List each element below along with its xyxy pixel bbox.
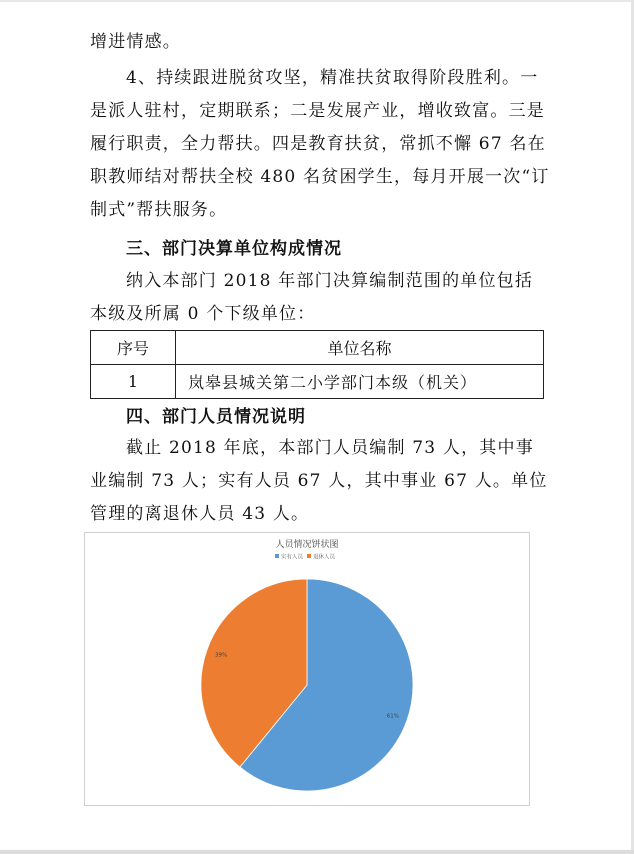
pie-chart (84, 532, 530, 806)
paragraph-units-scope: 纳入本部门 2018 年部门决算编制范围的单位包括本级及所属 0 个下级单位： (90, 271, 534, 324)
chart-legend (275, 553, 336, 561)
table-header-cell: 序号 (91, 331, 176, 365)
paragraph-poverty-relief: 4、持续跟进脱贫攻坚，精准扶贫取得阶段胜利。一是派人驻村，定期联系；二是发展产业，增收致富。三是履行职责，全力帮扶。四是教育扶贫，常抓不懈 67 名在职教师结对帮扶全校 480 名贫困学生，每月开展一次“订制式”帮扶服务。 (90, 68, 550, 220)
chart-slices (201, 579, 413, 791)
pie-slice-label: 61% (386, 713, 399, 720)
page-edge-top (0, 0, 634, 2)
legend-swatch (275, 554, 279, 558)
legend-swatch (307, 554, 311, 558)
section-heading-personnel: 四、部门人员情况说明 (126, 407, 306, 427)
units-table (90, 330, 544, 399)
section-heading-units: 三、部门决算单位构成情况 (126, 239, 342, 259)
legend-label: 实有人员 (281, 554, 304, 561)
table-header-row (91, 331, 544, 365)
table-cell: 1 (91, 365, 176, 399)
paragraph-personnel: 截止 2018 年底，本部门人员编制 73 人，其中事业编制 73 人；实有人员 67 人，其中事业 67 人。单位管理的离退休人员 43 人。 (90, 438, 548, 524)
legend-label: 退休人员 (313, 554, 336, 561)
page-edge-bottom (0, 850, 634, 854)
paragraph-continuation: 增进情感。 (90, 32, 181, 52)
table-cell: 岚皋县城关第二小学部门本级（机关） (176, 365, 544, 399)
table-row (91, 365, 544, 399)
pie-chart-svg (85, 533, 529, 805)
table-header-cell: 单位名称 (176, 331, 544, 365)
pie-slice-label: 39% (215, 652, 228, 659)
chart-title: 人员情况饼状图 (275, 540, 339, 550)
